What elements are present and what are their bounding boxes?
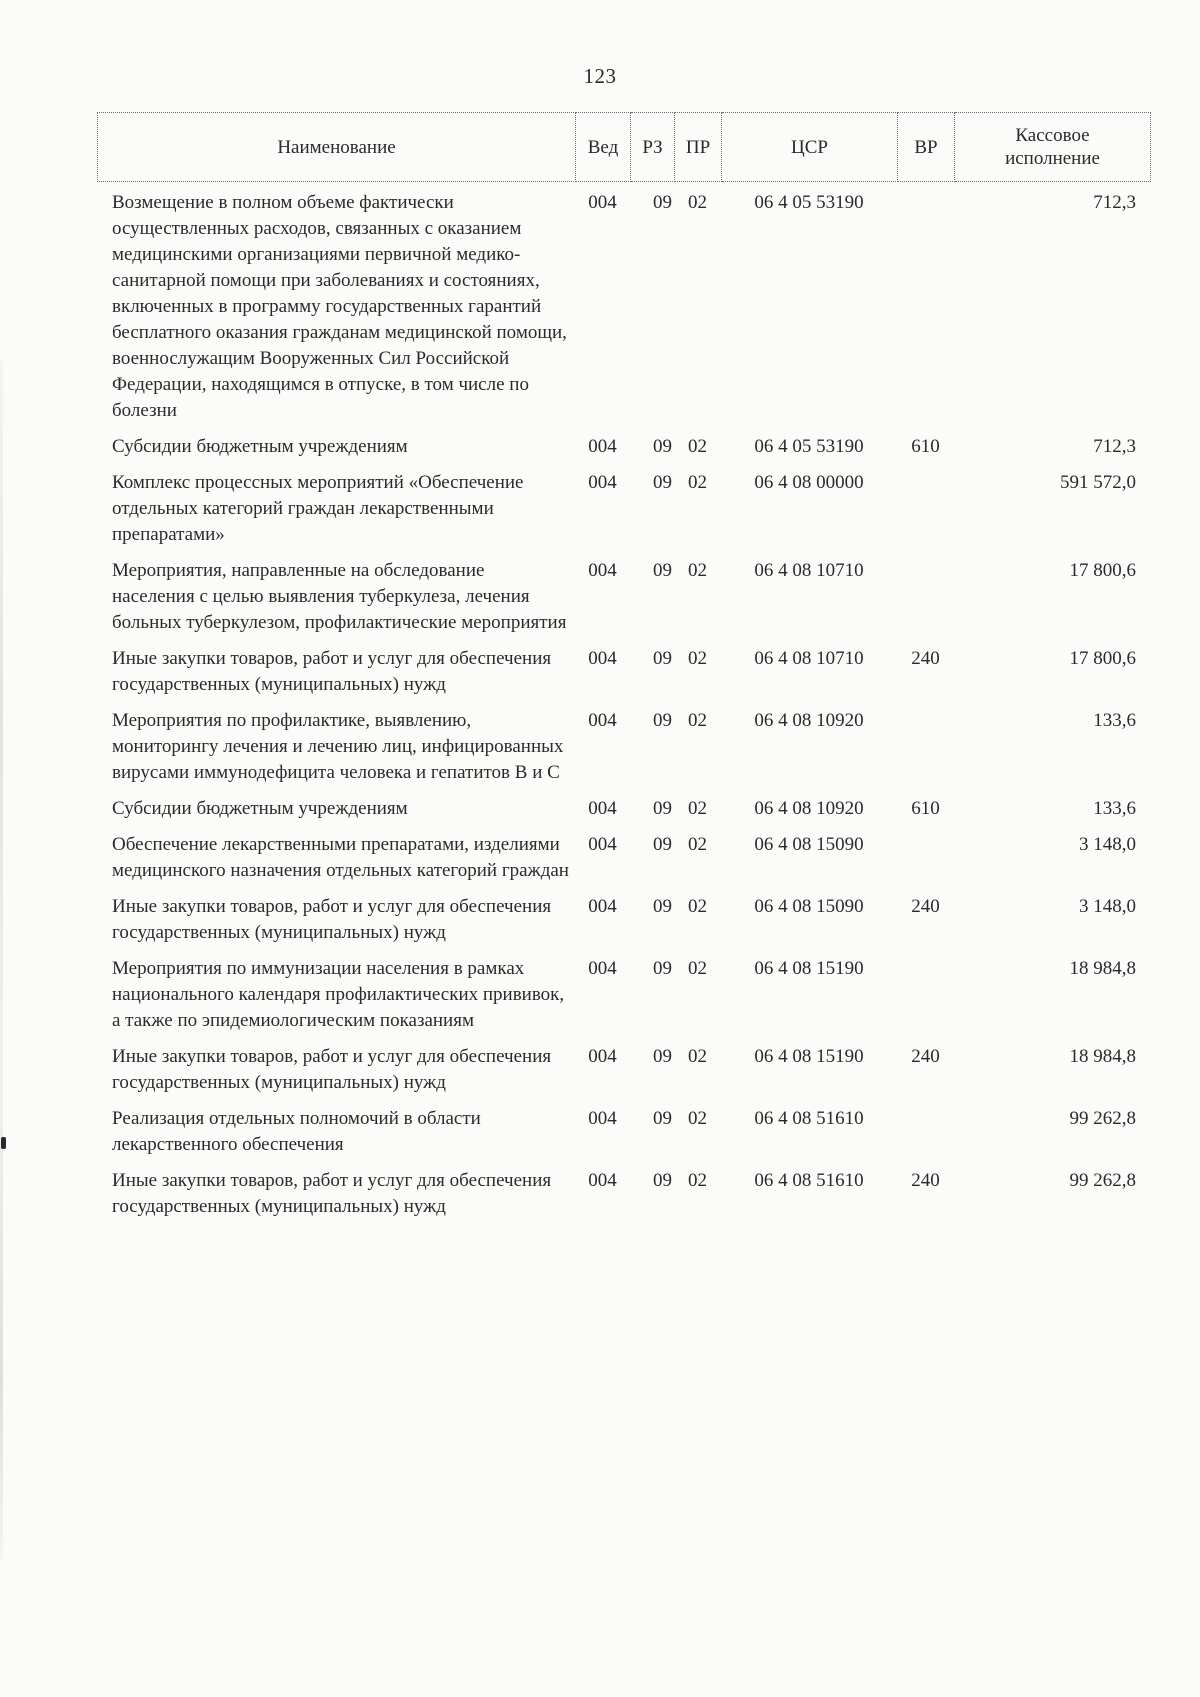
cell-pr: 02: [688, 192, 707, 213]
cell-rz: 09: [653, 472, 672, 493]
cell-rz: 09: [653, 648, 672, 669]
cell-pr: 02: [688, 896, 707, 917]
cell-csr: 06 4 08 15190: [754, 958, 864, 979]
table-row: [97, 1102, 1150, 1164]
cell-vr: 240: [911, 1170, 940, 1191]
cell-name: Комплекс процессных мероприятий «Обеспечение отдельных категорий граждан лекарственными препаратами»: [112, 472, 524, 545]
cell-rz: 09: [653, 798, 672, 819]
cell-ved: 004: [588, 436, 617, 457]
table-row: [97, 704, 1150, 792]
cell-vr: [897, 828, 954, 890]
cell-name: Иные закупки товаров, работ и услуг для обеспечения государственных (муниципальных) нужд: [112, 896, 552, 943]
cell-rz: 09: [653, 834, 672, 855]
cell-pr: 02: [688, 1046, 707, 1067]
cell-pr: 02: [688, 710, 707, 731]
cell-csr: 06 4 08 51610: [754, 1108, 864, 1129]
cell-sum: 591 572,0: [1060, 472, 1136, 493]
budget-table: [97, 186, 1150, 1226]
cell-pr: 02: [688, 648, 707, 669]
cell-rz: 09: [653, 1170, 672, 1191]
header-ved: Вед: [576, 113, 631, 182]
cell-csr: 06 4 08 10710: [754, 648, 864, 669]
cell-sum: 17 800,6: [1069, 560, 1136, 581]
cell-vr: [897, 466, 954, 554]
header-sum: Кассовое исполнение: [955, 113, 1151, 182]
table-row: [97, 1164, 1150, 1226]
cell-ved: 004: [588, 958, 617, 979]
header-pr: ПР: [675, 113, 722, 182]
cell-pr: 02: [688, 436, 707, 457]
cell-csr: 06 4 08 51610: [754, 1170, 864, 1191]
cell-rz: 09: [653, 896, 672, 917]
table-row: [97, 952, 1150, 1040]
cell-name: Обеспечение лекарственными препаратами, изделиями медицинского назначения отдельных категорий граждан: [112, 834, 569, 881]
cell-name: Иные закупки товаров, работ и услуг для обеспечения государственных (муниципальных) нужд: [112, 1170, 552, 1217]
cell-vr: 240: [911, 648, 940, 669]
table-row: [97, 186, 1150, 430]
cell-name: Реализация отдельных полномочий в области лекарственного обеспечения: [112, 1108, 481, 1155]
cell-pr: 02: [688, 1108, 707, 1129]
cell-name: Иные закупки товаров, работ и услуг для обеспечения государственных (муниципальных) нужд: [112, 1046, 552, 1093]
cell-pr: 02: [688, 560, 707, 581]
cell-csr: 06 4 08 00000: [754, 472, 864, 493]
cell-rz: 09: [653, 436, 672, 457]
cell-pr: 02: [688, 472, 707, 493]
cell-csr: 06 4 08 10920: [754, 710, 864, 731]
table-row: [97, 642, 1150, 704]
cell-rz: 09: [653, 560, 672, 581]
cell-sum: 17 800,6: [1069, 648, 1136, 669]
cell-name: Субсидии бюджетным учреждениям: [112, 436, 408, 457]
cell-vr: [897, 554, 954, 642]
cell-name: Субсидии бюджетным учреждениям: [112, 798, 408, 819]
cell-sum: 99 262,8: [1069, 1108, 1136, 1129]
cell-ved: 004: [588, 798, 617, 819]
cell-sum: 712,3: [1093, 192, 1136, 213]
cell-ved: 004: [588, 896, 617, 917]
cell-vr: [897, 1102, 954, 1164]
cell-name: Возмещение в полном объеме фактически осуществленных расходов, связанных с оказанием медицинскими организациями первичной медико-санитарной помощи при заболеваниях и состояниях, включенных в программу государственных гарантий бесплатного оказания гражданам медицинской помощи, военнослужащим Вооруженных Сил Российской Федерации, находящимся в отпуске, в том числе по болезни: [112, 192, 567, 421]
table-row: [97, 792, 1150, 828]
cell-pr: 02: [688, 798, 707, 819]
table-header: [97, 112, 1151, 182]
cell-csr: 06 4 08 10710: [754, 560, 864, 581]
cell-name: Мероприятия по профилактике, выявлению, мониторингу лечения и лечению лиц, инфицированных вирусами иммунодефицита человека и гепатитов В и С: [112, 710, 564, 783]
cell-ved: 004: [588, 1170, 617, 1191]
cell-rz: 09: [653, 1046, 672, 1067]
cell-rz: 09: [653, 710, 672, 731]
page-number: 123: [583, 64, 617, 88]
cell-pr: 02: [688, 1170, 707, 1191]
cell-vr: 240: [911, 896, 940, 917]
cell-csr: 06 4 08 10920: [754, 798, 864, 819]
cell-ved: 004: [588, 472, 617, 493]
cell-ved: 004: [588, 1046, 617, 1067]
cell-name: Мероприятия по иммунизации населения в рамках национального календаря профилактических прививок, а также по эпидемиологическим показаниям: [112, 958, 565, 1031]
cell-ved: 004: [588, 192, 617, 213]
cell-rz: 09: [653, 192, 672, 213]
table-row: [97, 1040, 1150, 1102]
header-vr: ВР: [898, 113, 955, 182]
cell-vr: [897, 186, 954, 430]
table-row: [97, 466, 1150, 554]
cell-rz: 09: [653, 1108, 672, 1129]
table-row: [97, 828, 1150, 890]
cell-sum: 18 984,8: [1069, 1046, 1136, 1067]
cell-ved: 004: [588, 834, 617, 855]
cell-vr: 610: [911, 436, 940, 457]
table-row: [97, 890, 1150, 952]
cell-name: Иные закупки товаров, работ и услуг для обеспечения государственных (муниципальных) нужд: [112, 648, 552, 695]
cell-vr: [897, 952, 954, 1040]
cell-csr: 06 4 08 15090: [754, 896, 864, 917]
cell-ved: 004: [588, 648, 617, 669]
table-row: [97, 430, 1150, 466]
cell-sum: 3 148,0: [1079, 896, 1136, 917]
cell-rz: 09: [653, 958, 672, 979]
scan-artifact: [1, 1137, 6, 1149]
cell-vr: 240: [911, 1046, 940, 1067]
cell-vr: [897, 704, 954, 792]
scan-edge: [0, 360, 3, 1560]
header-rz: РЗ: [631, 113, 675, 182]
cell-csr: 06 4 08 15090: [754, 834, 864, 855]
cell-csr: 06 4 08 15190: [754, 1046, 864, 1067]
header-csr: ЦСР: [722, 113, 898, 182]
cell-ved: 004: [588, 560, 617, 581]
cell-pr: 02: [688, 834, 707, 855]
cell-ved: 004: [588, 710, 617, 731]
cell-pr: 02: [688, 958, 707, 979]
cell-vr: 610: [911, 798, 940, 819]
header-name: Наименование: [98, 113, 576, 182]
cell-csr: 06 4 05 53190: [754, 192, 864, 213]
cell-ved: 004: [588, 1108, 617, 1129]
cell-csr: 06 4 05 53190: [754, 436, 864, 457]
cell-name: Мероприятия, направленные на обследование населения с целью выявления туберкулеза, лечения больных туберкулезом, профилактические мероприятия: [112, 560, 567, 633]
cell-sum: 99 262,8: [1069, 1170, 1136, 1191]
cell-sum: 133,6: [1093, 710, 1136, 731]
cell-sum: 133,6: [1093, 798, 1136, 819]
cell-sum: 18 984,8: [1069, 958, 1136, 979]
cell-sum: 712,3: [1093, 436, 1136, 457]
table-row: [97, 554, 1150, 642]
cell-sum: 3 148,0: [1079, 834, 1136, 855]
